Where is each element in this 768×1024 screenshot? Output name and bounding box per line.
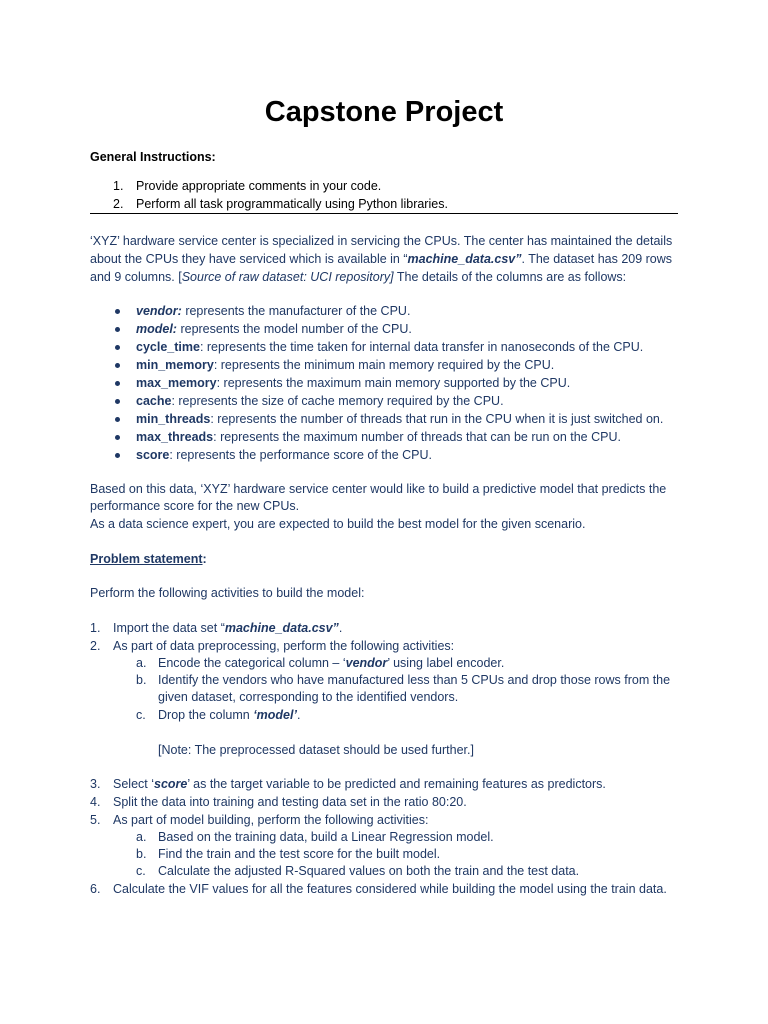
column-description: max_memory: represents the maximum main memory supported by the CPU. — [136, 376, 571, 390]
substep-letter: a. — [136, 830, 147, 844]
substep-letter: a. — [136, 656, 147, 670]
step-text: Select ‘score’ as the target variable to be predicted and remaining features as predictors. — [113, 777, 606, 791]
horizontal-divider — [90, 213, 678, 214]
step-text: As part of model building, perform the following activities: — [113, 813, 429, 827]
bullet-icon — [115, 435, 120, 440]
step-number: 4. — [90, 795, 101, 809]
step-number: 5. — [90, 813, 101, 827]
intro-paragraph-line: ‘XYZ’ hardware service center is specialized in servicing the CPUs. The center has maintained the details — [90, 234, 673, 248]
column-description: min_memory: represents the minimum main memory required by the CPU. — [136, 358, 555, 372]
substep-letter: c. — [136, 708, 146, 722]
substep-text: Calculate the adjusted R-Squared values on both the train and the test data. — [158, 864, 580, 878]
step-text: Calculate the VIF values for all the features considered while building the model using the train data. — [113, 882, 667, 896]
problem-intro: Perform the following activities to build the model: — [90, 586, 365, 600]
general-item-text: Perform all task programmatically using Python libraries. — [136, 197, 448, 211]
column-description: vendor: represents the manufacturer of the CPU. — [136, 304, 411, 318]
substep-text: Drop the column ‘model’. — [158, 708, 301, 722]
bullet-icon — [115, 363, 120, 368]
bullet-icon — [115, 327, 120, 332]
general-instructions-heading: General Instructions: — [90, 150, 216, 164]
intro-paragraph-line: and 9 columns. [Source of raw dataset: UCI repository] The details of the columns are as follows: — [90, 270, 627, 284]
substep-text: given dataset, corresponding to the identified vendors. — [158, 690, 459, 704]
column-description: cache: represents the size of cache memory required by the CPU. — [136, 394, 504, 408]
page-title: Capstone Project — [264, 96, 504, 128]
bullet-icon — [115, 381, 120, 386]
substep-letter: b. — [136, 673, 147, 687]
general-item-number: 1. — [113, 179, 124, 193]
general-item-number: 2. — [113, 197, 124, 211]
step-number: 6. — [90, 882, 101, 896]
bullet-icon — [115, 417, 120, 422]
preprocess-note: [Note: The preprocessed dataset should be used further.] — [158, 743, 474, 757]
step-number: 3. — [90, 777, 101, 791]
substep-text: Identify the vendors who have manufactured less than 5 CPUs and drop those rows from the — [158, 673, 671, 687]
step-number: 1. — [90, 621, 101, 635]
bullet-icon — [115, 399, 120, 404]
substep-letter: b. — [136, 847, 147, 861]
scenario-paragraph-line: As a data science expert, you are expected to build the best model for the given scenario. — [90, 517, 586, 531]
column-description: model: represents the model number of the CPU. — [136, 322, 412, 336]
substep-letter: c. — [136, 864, 146, 878]
substep-text: Based on the training data, build a Linear Regression model. — [158, 830, 494, 844]
step-number: 2. — [90, 639, 101, 653]
general-item-text: Provide appropriate comments in your code. — [136, 179, 382, 193]
column-description: max_threads: represents the maximum number of threads that can be run on the CPU. — [136, 430, 621, 444]
bullet-icon — [115, 453, 120, 458]
scenario-paragraph-line: performance score for the new CPUs. — [90, 499, 300, 513]
step-text: Import the data set “machine_data.csv”. — [113, 621, 343, 635]
bullet-icon — [115, 309, 120, 314]
intro-paragraph-line: about the CPUs they have serviced which is available in “machine_data.csv”. The dataset has 209 rows — [90, 252, 673, 266]
step-text: As part of data preprocessing, perform the following activities: — [113, 639, 455, 653]
scenario-paragraph-line: Based on this data, ‘XYZ’ hardware service center would like to build a predictive model that predicts the — [90, 482, 667, 496]
step-text: Split the data into training and testing data set in the ratio 80:20. — [113, 795, 467, 809]
substep-text: Encode the categorical column – ‘vendor’ using label encoder. — [158, 656, 505, 670]
column-description: score: represents the performance score of the CPU. — [136, 448, 432, 462]
column-description: cycle_time: represents the time taken for internal data transfer in nanoseconds of the CPU. — [136, 340, 644, 354]
substep-text: Find the train and the test score for the built model. — [158, 847, 441, 861]
column-description: min_threads: represents the number of threads that run in the CPU when it is just switched on. — [136, 412, 664, 426]
problem-statement-heading: Problem statement: — [90, 552, 207, 566]
bullet-icon — [115, 345, 120, 350]
